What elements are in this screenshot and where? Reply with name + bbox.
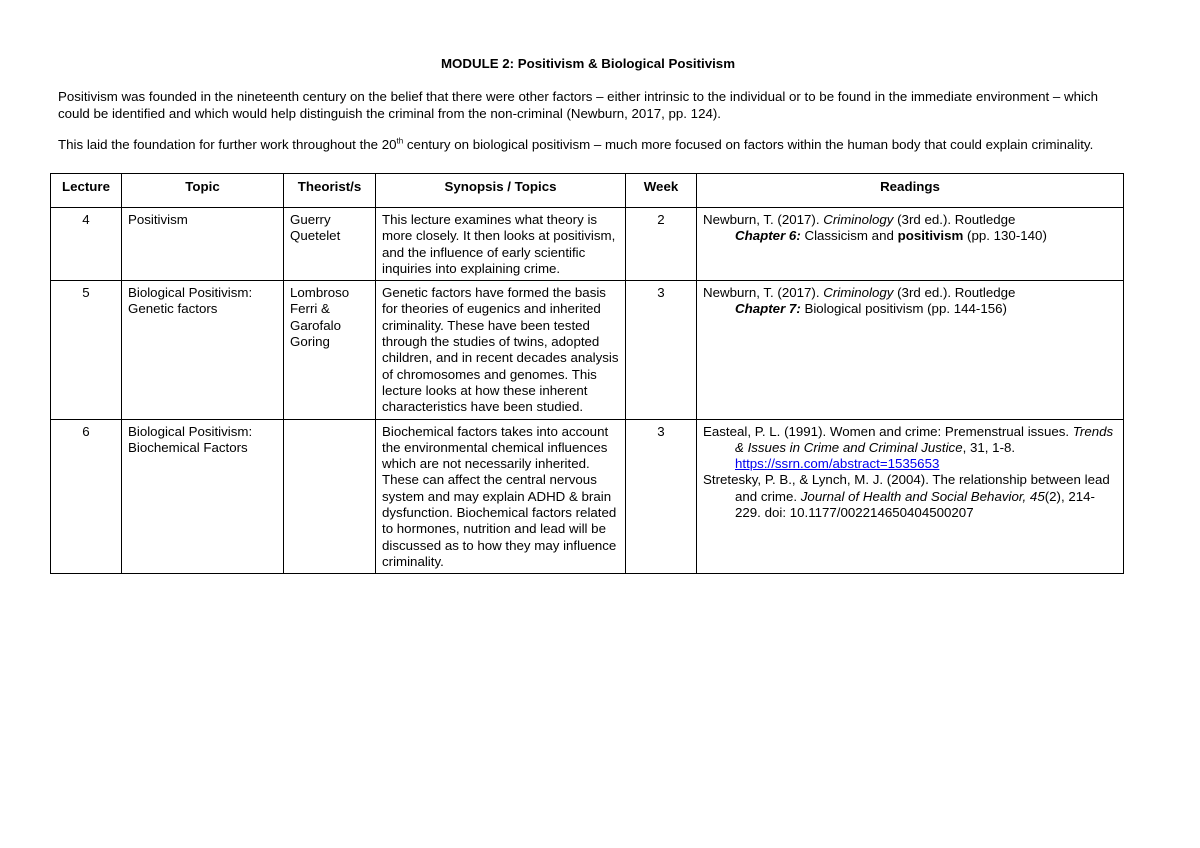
readings-cell — [697, 208, 1124, 281]
topic-cell: Biological Positivism: Biochemical Factors — [122, 419, 284, 574]
theorist-name: Goring — [290, 334, 330, 350]
synopsis-cell: This lecture examines what theory is more closely. It then looks at positivism, and the influence of early scientific inquiries into explaining crime. — [376, 208, 626, 281]
book-title: Criminology — [823, 285, 894, 301]
header-readings: Readings — [697, 174, 1124, 208]
header-synopsis: Synopsis / Topics — [376, 174, 626, 208]
chapter-label: Chapter 6: — [735, 228, 801, 244]
header-lecture: Lecture — [51, 174, 122, 208]
ssrn-link[interactable]: https://ssrn.com/abstract=1535653 — [735, 456, 940, 472]
theorists-cell — [284, 419, 376, 574]
book-title: Criminology — [823, 212, 894, 227]
topic-cell: Biological Positivism: Genetic factors — [122, 281, 284, 419]
theorist-name: Guerry — [290, 212, 331, 227]
table-row — [51, 208, 1124, 281]
week-cell: 3 — [626, 419, 697, 574]
lecture-cell: 5 — [51, 281, 122, 419]
header-theorists: Theorist/s — [284, 174, 376, 208]
readings-cell — [697, 419, 1124, 574]
lecture-cell: 4 — [51, 208, 122, 281]
superscript-th: th — [396, 136, 404, 146]
table-row — [51, 281, 1124, 419]
module-table — [50, 173, 1124, 574]
readings-cell — [697, 281, 1124, 419]
theorist-name: Lombroso — [290, 285, 350, 301]
reading-reference: Stretesky, P. B., & Lynch, M. J. (2004). The relationship between lead and crime. Journal of Health and Social Behavior, 45(2), 214-229. doi: 10.1177/002214650404500207 — [703, 472, 1110, 521]
theorist-name: Quetelet — [290, 228, 341, 244]
foundation-paragraph — [58, 137, 1118, 154]
week-cell: 2 — [626, 208, 697, 281]
theorists-cell — [284, 281, 376, 419]
journal-title: Journal of Health and Social Behavior, 45 — [800, 488, 1045, 504]
week-cell: 3 — [626, 281, 697, 419]
theorist-name: Ferri & — [290, 301, 330, 317]
intro-paragraph: Positivism was founded in the nineteenth century on the belief that there were other factors – either intrinsic to the individual or to be found in the immediate environment – which could be identified and which would help distinguish the criminal from the non-criminal (Newburn, 2017, pp. 124). — [58, 89, 1098, 121]
journal-title: Trends & Issues in Crime and Criminal Justice — [735, 423, 1114, 455]
theorists-cell — [284, 208, 376, 281]
reading-reference: Newburn, T. (2017). Criminology (3rd ed.). Routledge Chapter 6: Classicism and positivism (pp. 130-140) — [703, 212, 1117, 245]
reading-reference: Easteal, P. L. (1991). Women and crime: Premenstrual issues. Trends & Issues in Crime and Criminal Justice, 31, 1-8. https://ssrn.com/abstract=1535653 — [703, 423, 1114, 472]
table-row — [51, 419, 1124, 574]
table-header-row — [51, 174, 1124, 208]
synopsis-cell: Genetic factors have formed the basis for theories of eugenics and inherited criminality. These have been tested through the studies of twins, adopted children, and in recent decades analysis of chromosomes and genomes. This lecture looks at how these inherent characteristics have been studied. — [376, 281, 626, 419]
foundation-text-start: This laid the foundation for further work throughout the 20 — [58, 137, 397, 152]
chapter-label: Chapter 7: — [735, 301, 801, 317]
lecture-cell: 6 — [51, 419, 122, 574]
theorist-name: Garofalo — [290, 317, 341, 333]
chapter-line: Chapter 7: Biological positivism (pp. 144-156) — [735, 301, 1007, 317]
chapter-line: Chapter 6: Classicism and positivism (pp. 130-140) — [735, 228, 1047, 244]
header-week: Week — [626, 174, 697, 208]
header-topic: Topic — [122, 174, 284, 208]
synopsis-cell: Biochemical factors takes into account the environmental chemical influences which are not necessarily inherited. These can affect the central nervous system and may explain ADHD & brain dysfunction. Biochemical factors related to hormones, nutrition and lead will be discussed as to how they may influence criminality. — [376, 419, 626, 574]
topic-cell: Positivism — [122, 208, 284, 281]
reading-reference: Newburn, T. (2017). Criminology (3rd ed.). Routledge Chapter 7: Biological positivism (pp. 144-156) — [703, 285, 1117, 318]
foundation-text-end: century on biological positivism – much more focused on factors within the human body that could explain criminality. — [403, 137, 1094, 152]
page-title: MODULE 2: Positivism & Biological Positivism — [440, 56, 736, 71]
